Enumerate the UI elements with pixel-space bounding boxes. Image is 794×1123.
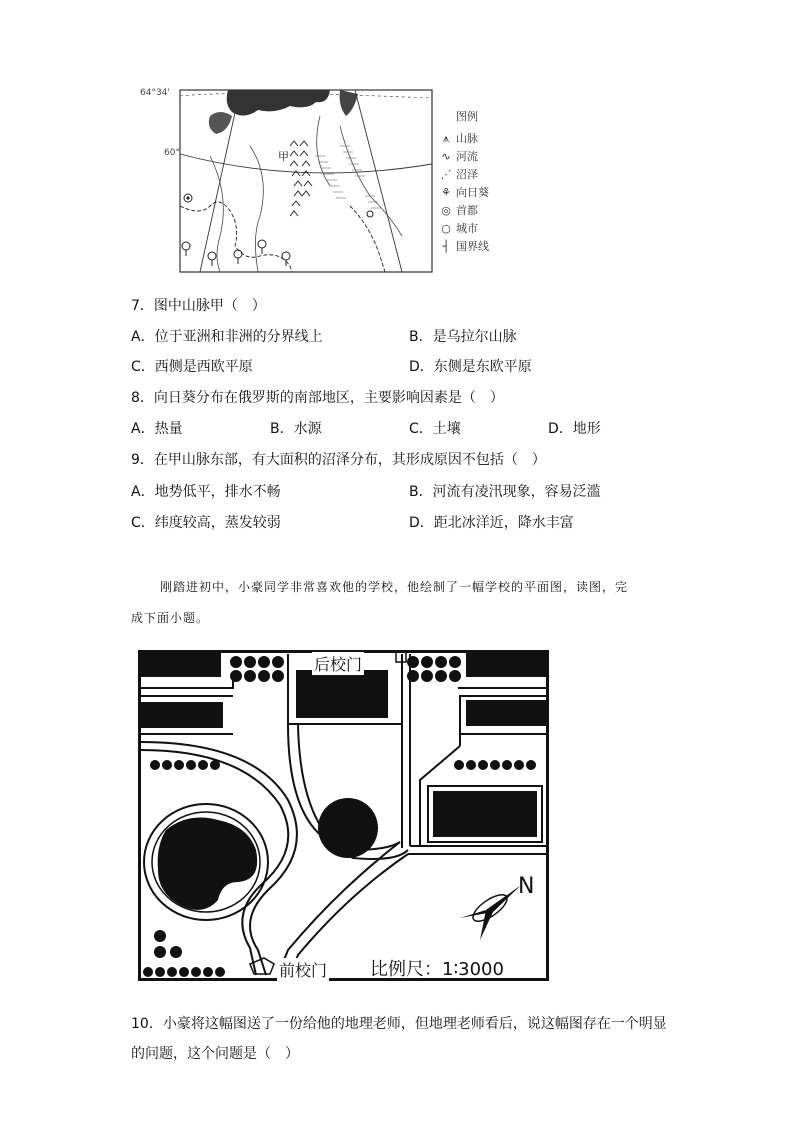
question-10-line-1: 10．小豪将这幅图送了一份给他的地理老师，但地理老师看后，说这幅图存在一个明显 bbox=[131, 1016, 667, 1032]
sunflower-icon: ⚘ bbox=[441, 186, 451, 199]
question-8-option-d[interactable]: D．地形 bbox=[548, 421, 601, 437]
latitude-label-top: 64°34' bbox=[140, 88, 170, 98]
legend-item-mountain: ⩚ 山脉 bbox=[438, 130, 478, 146]
question-7-option-a[interactable]: A．位于亚洲和非洲的分界线上 bbox=[131, 329, 323, 345]
intro-line-2: 成下面小题。 bbox=[131, 611, 210, 625]
mountain-icon: ⩚ bbox=[442, 132, 450, 145]
legend-item-river: ∿ 河流 bbox=[438, 148, 478, 164]
question-8-option-c[interactable]: C．土壤 bbox=[409, 421, 461, 437]
question-8-option-b[interactable]: B．水源 bbox=[270, 421, 322, 437]
legend-item-swamp: ⋰ 沼泽 bbox=[438, 166, 478, 182]
legend-item-border: ┤ 国界线 bbox=[438, 238, 489, 254]
question-7-option-c[interactable]: C．西侧是西欧平原 bbox=[131, 359, 253, 375]
legend-item-sunflower: ⚘ 向日葵 bbox=[438, 184, 489, 200]
school-plan-map bbox=[138, 650, 550, 982]
question-7-option-d[interactable]: D．东侧是东欧平原 bbox=[409, 359, 532, 375]
question-10-line-2: 的问题，这个问题是（ ） bbox=[131, 1046, 299, 1062]
legend-title: 图例 bbox=[456, 110, 478, 123]
question-9-option-d[interactable]: D．距北冰洋近，降水丰富 bbox=[409, 515, 574, 531]
intro-line-1: 刚踏进初中，小豪同学非常喜欢他的学校，他绘制了一幅学校的平面图，读图，完 bbox=[160, 580, 629, 594]
question-7-option-b[interactable]: B．是乌拉尔山脉 bbox=[409, 329, 517, 345]
russia-map-drawing bbox=[140, 86, 440, 276]
border-icon: ┤ bbox=[442, 240, 450, 253]
mountain-label-jia: 甲 bbox=[278, 150, 289, 163]
legend-item-city: ○ 城市 bbox=[438, 220, 478, 236]
russia-map bbox=[140, 86, 440, 276]
swamp-icon: ⋰ bbox=[440, 168, 452, 181]
back-gate-label: 后校门 bbox=[312, 652, 364, 675]
question-9-stem: 9．在甲山脉东部，有大面积的沼泽分布，其形成原因不包括（ ） bbox=[131, 452, 546, 468]
city-icon: ○ bbox=[441, 222, 451, 235]
school-plan-drawing bbox=[138, 650, 550, 982]
question-7-stem: 7．图中山脉甲（ ） bbox=[131, 298, 266, 314]
front-gate-label: 前校门 bbox=[277, 958, 329, 981]
question-8-stem: 8．向日葵分布在俄罗斯的南部地区，主要影响因素是（ ） bbox=[131, 390, 504, 406]
question-9-option-b[interactable]: B．河流有凌汛现象，容易泛滥 bbox=[409, 484, 601, 500]
question-8-option-a[interactable]: A．热量 bbox=[131, 421, 183, 437]
river-icon: ∿ bbox=[441, 150, 451, 163]
capital-icon: ◎ bbox=[441, 204, 451, 217]
question-9-option-a[interactable]: A．地势低平，排水不畅 bbox=[131, 484, 281, 500]
question-9-option-c[interactable]: C．纬度较高，蒸发较弱 bbox=[131, 515, 281, 531]
latitude-label-60: 60° bbox=[164, 148, 180, 158]
north-label: N bbox=[518, 874, 535, 899]
legend-item-capital: ◎ 首都 bbox=[438, 202, 478, 218]
scale-label: 比例尺：1∶3000 bbox=[370, 959, 504, 980]
